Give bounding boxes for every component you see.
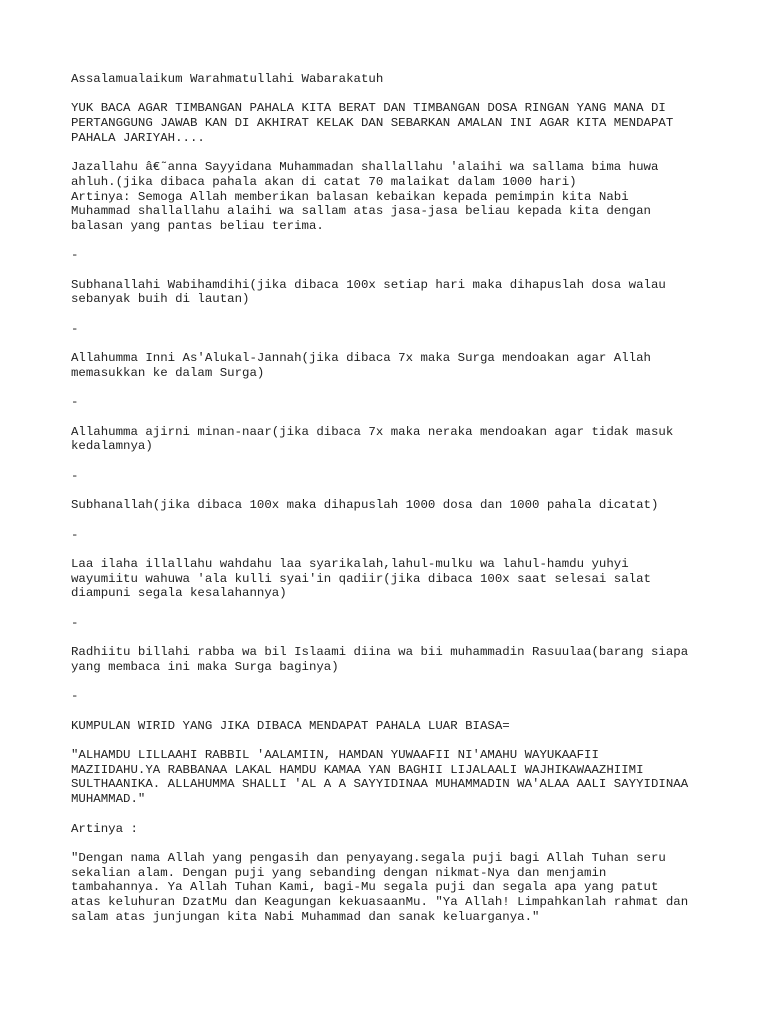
separator-dash: - (71, 321, 79, 336)
dua-jazallahu-paragraph: Jazallahu â€˜anna Sayyidana Muhammadan shallallahu 'alaihi wa sallama bima huwa ahluh.(jika dibaca pahala akan di catat 70 malaikat dalam 1000 hari) Artinya: Semoga Allah memberikan balasan kebaikan kepada pemimpin kita Nabi Muhammad shallallahu alaihi wa sallam atas jasa-jasa beliau kepada kita dengan balasan yang pantas beliau terima. (71, 160, 659, 233)
intro-paragraph: YUK BACA AGAR TIMBANGAN PAHALA KITA BERAT DAN TIMBANGAN DOSA RINGAN YANG MANA DI PERTANGGUNG JAWAB KAN DI AKHIRAT KELAK DAN SEBARKAN AMALAN INI AGAR KITA MENDAPAT PAHALA JARIYAH.... (71, 101, 674, 145)
document-body (71, 72, 711, 939)
dua-laa-ilaha-paragraph: Laa ilaha illallahu wahdahu laa syarikalah,lahul-mulku wa lahul-hamdu yuhyi wayumiitu wahuwa 'ala kulli syai'in qadiir(jika dibaca 100x saat selesai salat diampuni segala kesalahannya) (71, 557, 651, 601)
separator-dash: - (71, 248, 79, 263)
dua-subhanallahi-wabihamdihi-paragraph: Subhanallahi Wabihamdihi(jika dibaca 100x setiap hari maka dihapuslah dosa walau sebanyak buih di lautan) (71, 277, 666, 307)
wirid-arabic-paragraph: "ALHAMDU LILLAAHI RABBIL 'AALAMIIN, HAMDAN YUWAAFII NI'AMAHU WAYUKAAFII MAZIIDAHU.YA RABBANAA LAKAL HAMDU KAMAA YAN BAGHII LIJALAALI WAJHIKAWAAZHIIMI SULTHAANIKA. ALLAHUMMA SHALLI 'AL A A SAYYIDINAA MUHAMMADIN WA'ALAA AALI SAYYIDINAA MUHAMMAD." (71, 748, 689, 807)
separator-dash: - (71, 395, 79, 410)
dua-jannah-paragraph: Allahumma Inni As'Alukal-Jannah(jika dibaca 7x maka Surga mendoakan agar Allah memasukkan ke dalam Surga) (71, 351, 651, 380)
greeting-line: Assalamualaikum Warahmatullahi Wabarakatuh (71, 72, 384, 86)
separator-dash: - (71, 689, 79, 704)
separator-dash: - (71, 615, 79, 630)
section-heading: KUMPULAN WIRID YANG JIKA DIBACA MENDAPAT PAHALA LUAR BIASA= (71, 718, 510, 733)
dua-subhanallah-paragraph: Subhanallah(jika dibaca 100x maka dihapuslah 1000 dosa dan 1000 pahala dicatat) (71, 498, 659, 513)
separator-dash: - (71, 468, 79, 483)
dua-ajirni-paragraph: Allahumma ajirni minan-naar(jika dibaca 7x maka neraka mendoakan agar tidak masuk kedalamnya) (71, 424, 674, 454)
artinya-label: Artinya : (71, 821, 138, 836)
dua-radhiitu-paragraph: Radhiitu billahi rabba wa bil Islaami diina wa bii muhammadin Rasuulaa(barang siapa yang membaca ini maka Surga baginya) (71, 645, 689, 674)
wirid-translation-paragraph: "Dengan nama Allah yang pengasih dan penyayang.segala puji bagi Allah Tuhan seru sekalian alam. Dengan puji yang sebanding dengan nikmat-Nya dan menjamin tambahannya. Ya Allah Tuhan Kami, bagi-Mu segala puji dan segala apa yang patut atas keluhuran DzatMu dan Keagungan kekuasaanMu. "Ya Allah! Limpahkanlah rahmat dan salam atas junjungan kita Nabi Muhammad dan sanak keluarganya." (71, 850, 689, 924)
separator-dash: - (71, 527, 79, 542)
